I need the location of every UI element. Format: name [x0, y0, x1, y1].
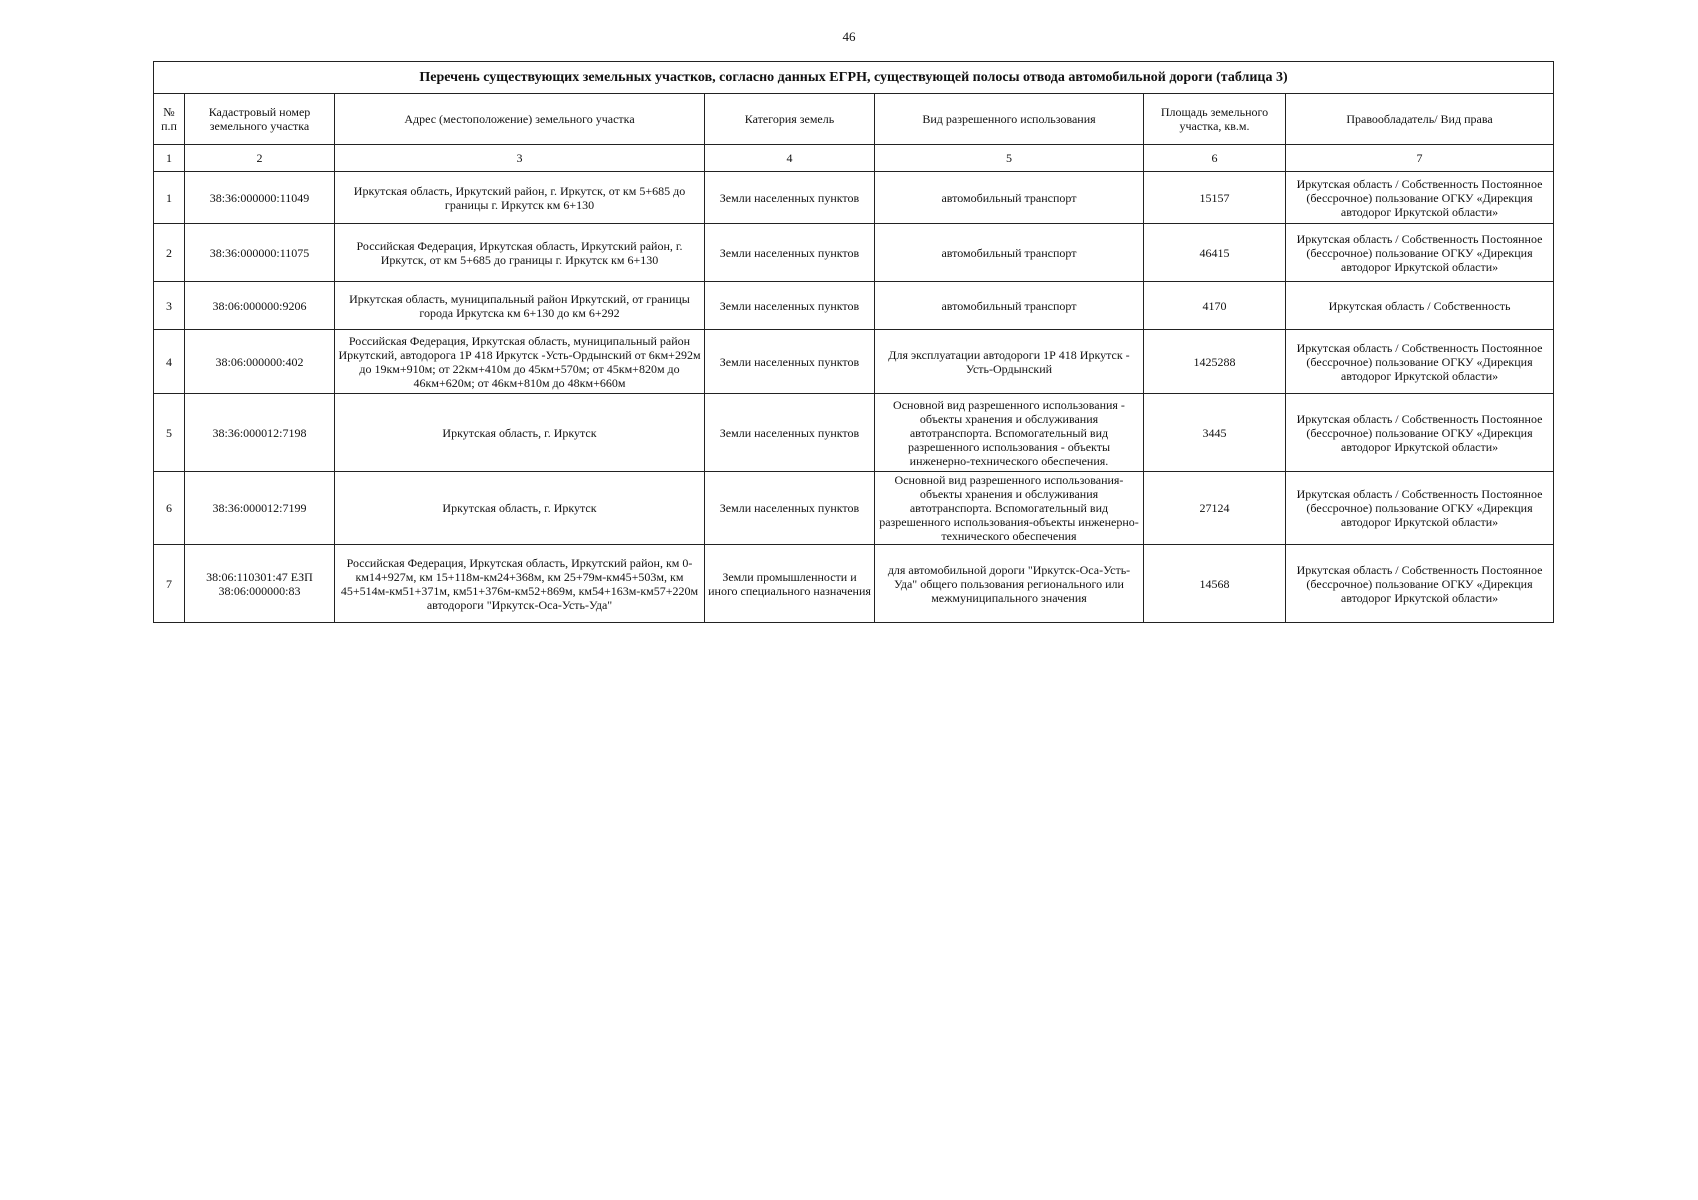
cadastral-number: 38:06:000000:9206	[185, 282, 335, 330]
cadastral-number: 38:36:000012:7199	[185, 472, 335, 545]
permitted-use: Основной вид разрешенного использования - объекты хранения и обслуживания автотранспорта. Вспомогательный вид разрешенного использования - объекты инженерно-технического обеспечения.	[875, 394, 1144, 472]
owner-right: Иркутская область / Собственность Постоянное (бессрочное) пользование ОГКУ «Дирекция автодорог Иркутской области»	[1286, 172, 1554, 224]
header-address: Адрес (местоположение) земельного участка	[335, 94, 705, 145]
land-category: Земли населенных пунктов	[705, 282, 875, 330]
land-category: Земли населенных пунктов	[705, 472, 875, 545]
land-plots-table	[153, 61, 1554, 623]
permitted-use: Для эксплуатации автодороги 1Р 418 Иркутск - Усть-Ордынский	[875, 330, 1144, 394]
header-area: Площадь земельного участка, кв.м.	[1144, 94, 1286, 145]
area-value: 27124	[1144, 472, 1286, 545]
row-number: 6	[154, 472, 185, 545]
area-value: 1425288	[1144, 330, 1286, 394]
page-number: 46	[842, 29, 856, 44]
header-category: Категория земель	[705, 94, 875, 145]
row-number: 2	[154, 224, 185, 282]
cadastral-number: 38:06:000000:402	[185, 330, 335, 394]
column-number: 2	[185, 145, 335, 172]
column-number: 3	[335, 145, 705, 172]
land-category: Земли населенных пунктов	[705, 224, 875, 282]
area-value: 4170	[1144, 282, 1286, 330]
land-category: Земли населенных пунктов	[705, 330, 875, 394]
area-value: 46415	[1144, 224, 1286, 282]
table-title: Перечень существующих земельных участков, согласно данных ЕГРН, существующей полосы отвода автомобильной дороги (таблица 3)	[154, 62, 1554, 94]
permitted-use: автомобильный транспорт	[875, 172, 1144, 224]
cadastral-number: 38:36:000012:7198	[185, 394, 335, 472]
cadastral-number: 38:36:000000:11075	[185, 224, 335, 282]
row-number: 4	[154, 330, 185, 394]
row-number: 7	[154, 545, 185, 623]
table-row	[154, 472, 1554, 545]
area-value: 14568	[1144, 545, 1286, 623]
table-row	[154, 282, 1554, 330]
owner-right: Иркутская область / Собственность Постоянное (бессрочное) пользование ОГКУ «Дирекция автодорог Иркутской области»	[1286, 224, 1554, 282]
row-number: 1	[154, 172, 185, 224]
header-cadastre: Кадастровый номер земельного участка	[185, 94, 335, 145]
address-cell: Иркутская область, г. Иркутск	[335, 472, 705, 545]
land-category: Земли населенных пунктов	[705, 172, 875, 224]
column-number: 5	[875, 145, 1144, 172]
permitted-use: автомобильный транспорт	[875, 224, 1144, 282]
address-cell: Иркутская область, Иркутский район, г. Иркутск, от км 5+685 до границы г. Иркутск км 6+130	[335, 172, 705, 224]
owner-right: Иркутская область / Собственность Постоянное (бессрочное) пользование ОГКУ «Дирекция автодорог Иркутской области»	[1286, 394, 1554, 472]
column-number: 1	[154, 145, 185, 172]
header-use: Вид разрешенного использования	[875, 94, 1144, 145]
table-row	[154, 224, 1554, 282]
table-row	[154, 394, 1554, 472]
cadastral-number: 38:06:110301:47 ЕЗП 38:06:000000:83	[185, 545, 335, 623]
land-category: Земли населенных пунктов	[705, 394, 875, 472]
cadastral-number: 38:36:000000:11049	[185, 172, 335, 224]
address-cell: Иркутская область, г. Иркутск	[335, 394, 705, 472]
land-category: Земли промышленности и иного специального назначения	[705, 545, 875, 623]
column-number-row	[154, 145, 1554, 172]
permitted-use: для автомобильной дороги "Иркутск-Оса-Усть-Уда" общего пользования регионального или межмуниципального значения	[875, 545, 1144, 623]
header-number: № п.п	[154, 94, 185, 145]
address-cell: Иркутская область, муниципальный район Иркутский, от границы города Иркутска км 6+130 до км 6+292	[335, 282, 705, 330]
table-row	[154, 545, 1554, 623]
column-number: 7	[1286, 145, 1554, 172]
row-number: 5	[154, 394, 185, 472]
owner-right: Иркутская область / Собственность	[1286, 282, 1554, 330]
table-row	[154, 172, 1554, 224]
column-number: 6	[1144, 145, 1286, 172]
area-value: 15157	[1144, 172, 1286, 224]
column-number: 4	[705, 145, 875, 172]
address-cell: Российская Федерация, Иркутская область, муниципальный район Иркутский, автодорога 1Р 418 Иркутск -Усть-Ордынский от 6км+292м до 19км+910м; от 22км+410м до 45км+570м; от 45км+820м до 46км+620м; от 46км+810м до 48км+660м	[335, 330, 705, 394]
permitted-use: автомобильный транспорт	[875, 282, 1144, 330]
area-value: 3445	[1144, 394, 1286, 472]
address-cell: Российская Федерация, Иркутская область, Иркутский район, г. Иркутск, от км 5+685 до границы г. Иркутск км 6+130	[335, 224, 705, 282]
row-number: 3	[154, 282, 185, 330]
address-cell: Российская Федерация, Иркутская область, Иркутский район, км 0-км14+927м, км 15+118м-км24+368м, км 25+79м-км45+503м, км 45+514м-км51+371м, км51+376м-км52+869м, км54+163м-км57+220м автодороги "Иркутск-Оса-Усть-Уда"	[335, 545, 705, 623]
permitted-use: Основной вид разрешенного использования-объекты хранения и обслуживания автотранспорта. Вспомогательный вид разрешенного использования-объекты инженерно-технического обеспечения	[875, 472, 1144, 545]
owner-right: Иркутская область / Собственность Постоянное (бессрочное) пользование ОГКУ «Дирекция автодорог Иркутской области»	[1286, 472, 1554, 545]
header-row	[154, 94, 1554, 145]
table-row	[154, 330, 1554, 394]
owner-right: Иркутская область / Собственность Постоянное (бессрочное) пользование ОГКУ «Дирекция автодорог Иркутской области»	[1286, 330, 1554, 394]
owner-right: Иркутская область / Собственность Постоянное (бессрочное) пользование ОГКУ «Дирекция автодорог Иркутской области»	[1286, 545, 1554, 623]
header-owner: Правообладатель/ Вид права	[1286, 94, 1554, 145]
